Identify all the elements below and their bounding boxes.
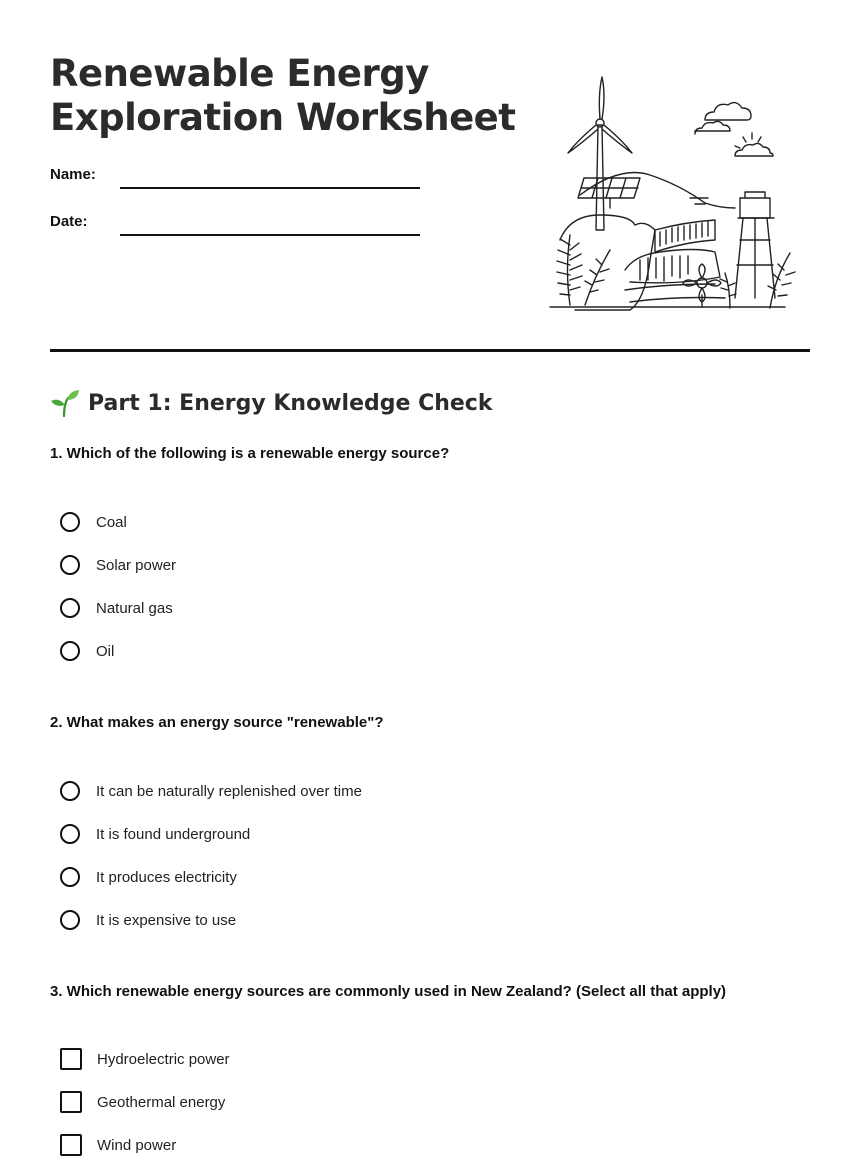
- q2-option-expensive[interactable]: [60, 907, 236, 933]
- q1-option-solar-power[interactable]: [60, 552, 176, 578]
- question-2: 2. What makes an energy source "renewable"?: [50, 714, 384, 731]
- radio-button[interactable]: [60, 867, 80, 887]
- option-label: Oil: [96, 642, 115, 660]
- radio-button[interactable]: [60, 781, 80, 801]
- radio-button[interactable]: [60, 824, 80, 844]
- radio-button[interactable]: [60, 555, 80, 575]
- q3-option-hydroelectric[interactable]: [60, 1046, 230, 1072]
- worksheet-title: [50, 52, 515, 140]
- q1-option-oil[interactable]: [60, 638, 114, 664]
- checkbox[interactable]: [60, 1048, 82, 1070]
- name-label: Name:: [50, 166, 96, 183]
- option-label: Coal: [96, 513, 127, 531]
- q2-option-replenished[interactable]: [60, 778, 362, 804]
- header-divider: [50, 349, 810, 352]
- renewable-energy-landscape-illustration: [540, 70, 800, 315]
- title-line-2: Exploration Worksheet: [50, 96, 516, 139]
- q3-option-wind[interactable]: [60, 1132, 176, 1158]
- option-label: Solar power: [96, 556, 177, 574]
- question-1: 1. Which of the following is a renewable energy source?: [50, 445, 450, 462]
- q1-option-natural-gas[interactable]: [60, 595, 173, 621]
- option-label: Natural gas: [96, 599, 173, 617]
- title-line-1: Renewable Energy: [50, 52, 429, 95]
- name-field[interactable]: [120, 187, 420, 189]
- option-label: It is expensive to use: [96, 911, 237, 929]
- radio-button[interactable]: [60, 598, 80, 618]
- q2-option-underground[interactable]: [60, 821, 250, 847]
- option-label: Hydroelectric power: [97, 1050, 230, 1068]
- q1-option-coal[interactable]: [60, 509, 127, 535]
- option-label: Wind power: [97, 1136, 177, 1154]
- part1-title-text: Part 1: Energy Knowledge Check: [88, 390, 493, 416]
- option-label: It can be naturally replenished over time: [96, 782, 362, 800]
- checkbox[interactable]: [60, 1091, 82, 1113]
- option-label: Geothermal energy: [97, 1093, 226, 1111]
- radio-button[interactable]: [60, 512, 80, 532]
- radio-button[interactable]: [60, 641, 80, 661]
- date-label: Date:: [50, 213, 88, 230]
- radio-button[interactable]: [60, 910, 80, 930]
- date-field[interactable]: [120, 234, 420, 236]
- checkbox[interactable]: [60, 1134, 82, 1156]
- question-3: 3. Which renewable energy sources are commonly used in New Zealand? (Select all that apply): [50, 983, 727, 1000]
- q2-option-electricity[interactable]: [60, 864, 237, 890]
- q3-option-geothermal[interactable]: [60, 1089, 225, 1115]
- sprout-icon: [50, 388, 80, 418]
- part1-title: [50, 388, 492, 418]
- option-label: It produces electricity: [96, 868, 237, 886]
- option-label: It is found underground: [96, 825, 251, 843]
